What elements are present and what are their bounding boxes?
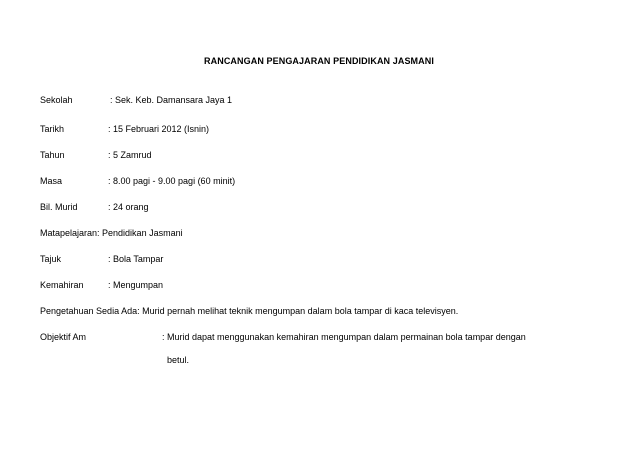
kemahiran-value: : Mengumpan [108, 280, 164, 290]
tahun-value: : 5 Zamrud [108, 150, 152, 160]
tahun-label: Tahun [40, 150, 65, 160]
tarikh-value: : 15 Februari 2012 (Isnin) [108, 124, 210, 134]
bil-murid-label: Bil. Murid [40, 202, 78, 212]
pengetahuan-sedia-ada-line: Pengetahuan Sedia Ada: Murid pernah melihat teknik mengumpan dalam bola tampar di kaca televisyen. [40, 306, 459, 316]
matapelajaran-line: Matapelajaran: Pendidikan Jasmani [40, 228, 183, 238]
kemahiran-label: Kemahiran [40, 280, 84, 290]
objektif-am-label: Objektif Am [40, 332, 87, 342]
tajuk-label: Tajuk [40, 254, 62, 264]
sekolah-label: Sekolah [40, 95, 73, 105]
sekolah-value: : Sek. Keb. Damansara Jaya 1 [110, 95, 233, 105]
objektif-am-value-line2: betul. [167, 355, 190, 365]
tarikh-label: Tarikh [40, 124, 65, 134]
tajuk-value: : Bola Tampar [108, 254, 164, 264]
objektif-am-value-line1: : Murid dapat menggunakan kemahiran mengumpan dalam permainan bola tampar dengan [162, 332, 526, 342]
document-title: RANCANGAN PENGAJARAN PENDIDIKAN JASMANI [204, 56, 434, 66]
masa-label: Masa [40, 176, 63, 186]
bil-murid-value: : 24 orang [108, 202, 149, 212]
masa-value: : 8.00 pagi - 9.00 pagi (60 minit) [108, 176, 236, 186]
